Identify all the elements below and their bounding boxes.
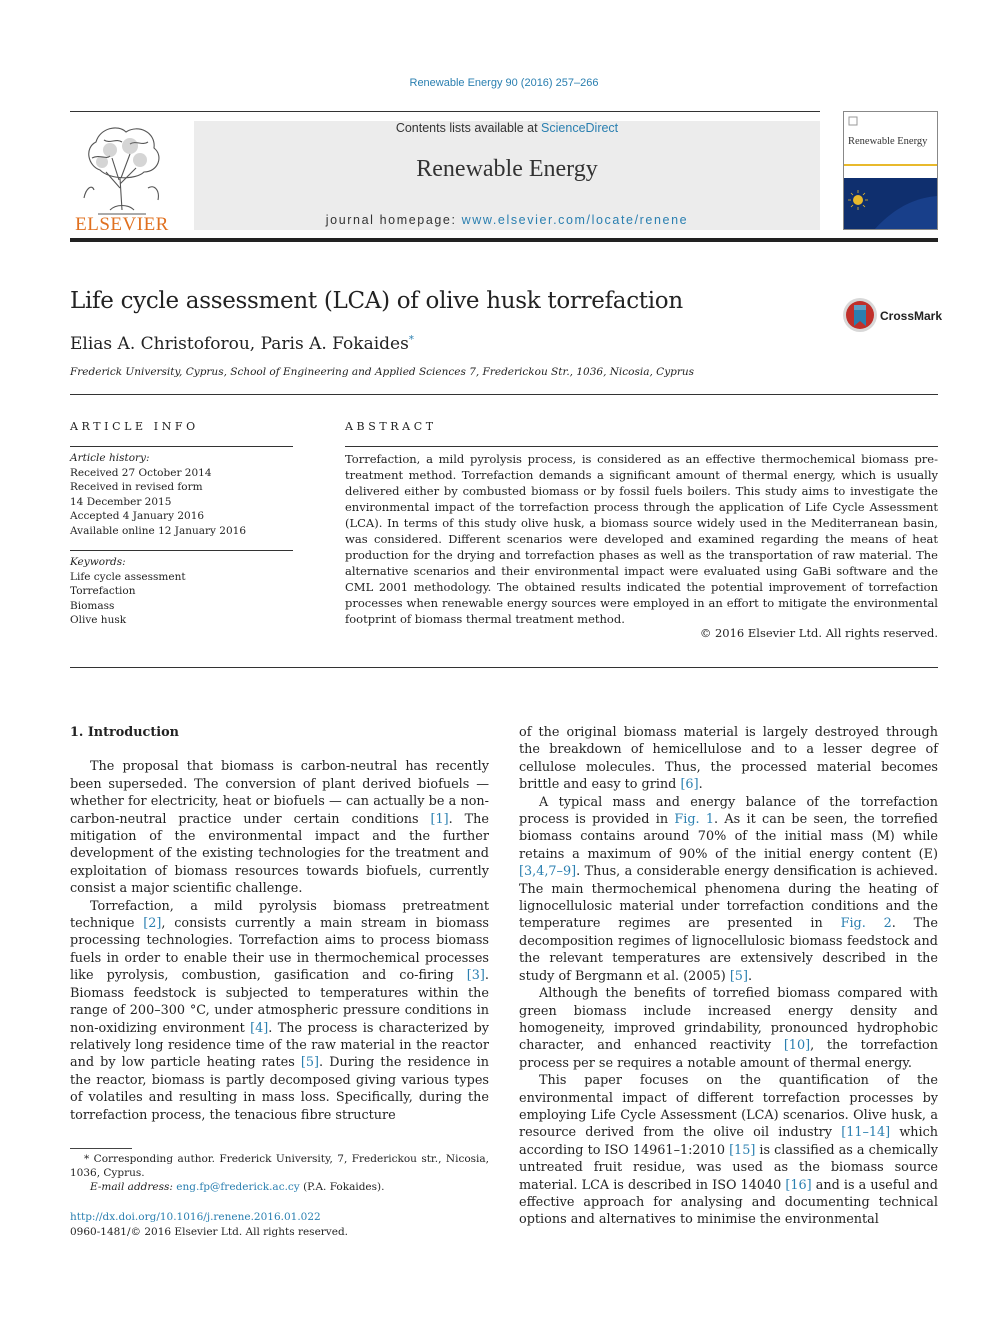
- paragraph-text: is classified as a chemically untreated fruit residue, was used as the biomass source material. LCA is described in ISO 14040: [519, 1142, 939, 1193]
- keywords-rule: [70, 550, 293, 551]
- crossmark-label[interactable]: CrossMark: [880, 309, 943, 323]
- email-suffix: (P.A. Fokaides).: [299, 1181, 385, 1193]
- body-paragraph: [519, 724, 938, 794]
- cover-sunburst-icon: [844, 178, 937, 230]
- keyword-item: Biomass: [70, 599, 115, 612]
- corresponding-author-mark[interactable]: *: [408, 334, 414, 346]
- keyword-item: Life cycle assessment: [70, 570, 186, 583]
- paragraph-text: . During the residence in the reactor, biomass is partly decomposed giving various types of volatiles and resulting in mass loss. Specifically, during the torrefaction process, the tenacious fibre structure: [70, 1055, 489, 1123]
- body-paragraph: [519, 794, 938, 985]
- affiliation-rule: [70, 394, 938, 395]
- corresponding-author-footnote: [70, 1152, 489, 1194]
- citation-link[interactable]: Fig. 1: [674, 812, 715, 828]
- history-item: Received in revised form: [70, 481, 203, 493]
- elsevier-logo-text: ELSEVIER: [75, 214, 169, 235]
- citation-link[interactable]: [16]: [785, 1177, 812, 1193]
- contents-prefix: Contents lists available at: [395, 121, 542, 135]
- paragraph-text: .: [698, 777, 703, 793]
- article-info-heading: ARTICLE INFO: [70, 420, 199, 433]
- citation-link[interactable]: [10]: [783, 1038, 811, 1054]
- keywords-heading: Keywords:: [70, 556, 126, 568]
- body-paragraph: [519, 985, 938, 1072]
- abstract-rule: [345, 446, 938, 447]
- paragraph-text: A typical mass and energy balance of the torrefaction process is provided in: [519, 794, 938, 828]
- paragraph-text: . As it can be seen, the torrefied biomass contains around 70% of the initial mass (M) while retains a maximum of 90% of the initial energy content (E): [519, 812, 938, 862]
- paragraph-text: . The mitigation of the environmental impact and the further development of the existing technologies for the treatment and exploitation of biomass resources towards biofuels, currently consist a major scientific challenge.: [70, 811, 489, 897]
- paragraph-text: Although the benefits of torrefied biomass compared with green biomass include increased energy density and homogeneity, improved grindability, pronounced hydrophobic character, and enhanced reactivity: [519, 986, 938, 1054]
- abstract-heading: ABSTRACT: [345, 420, 437, 433]
- body-paragraph: [70, 898, 489, 1124]
- history-item: 14 December 2015: [70, 495, 172, 508]
- paragraph-text: , consists currently a main stream in biomass processing technologies. Torrefaction aims to process biomass fuels in order to enable their use in thermochemical processes like pyrolysis, combustion, gasification and co-firing: [70, 916, 489, 984]
- citation-link[interactable]: [1]: [430, 811, 449, 827]
- cover-image: [844, 178, 937, 230]
- paragraph-text: Torrefaction, a mild pyrolysis biomass pretreatment technique: [70, 898, 489, 932]
- footnote-text: Corresponding author. Frederick University, 7, Frederickou str., Nicosia, 1036, Cyprus.: [70, 1153, 489, 1179]
- paragraph-text: which according to ISO 14961–1:2010: [519, 1125, 939, 1158]
- paragraph-text: , the torrefaction process per se requires a notable amount of thermal energy.: [519, 1038, 938, 1071]
- homepage-line: [194, 213, 820, 227]
- body-left-column: [70, 724, 489, 1124]
- history-item: Accepted 4 January 2016: [70, 510, 205, 522]
- cover-mini-logo-icon: [848, 116, 858, 126]
- paragraph-text: .: [747, 968, 753, 984]
- paragraph-text: . The decomposition regimes of lignocellulosic biomass feedstock and the relevant temperatures are extensively described in the study of Bergmann et al. (2005): [519, 916, 938, 984]
- citation-link[interactable]: [3]: [466, 968, 485, 984]
- issn-copyright: 0960-1481/© 2016 Elsevier Ltd. All rights reserved.: [70, 1226, 349, 1238]
- article-info-rule: [70, 446, 293, 447]
- footnote-email-line: [70, 1180, 489, 1194]
- history-item: Received 27 October 2014: [70, 466, 212, 479]
- section-heading: 1. Introduction: [70, 725, 179, 740]
- right-paragraphs: [519, 724, 938, 1229]
- abstract-copyright: © 2016 Elsevier Ltd. All rights reserved.: [699, 626, 938, 640]
- article-history: [70, 451, 293, 538]
- cover-band: [844, 164, 937, 166]
- citation-link[interactable]: [15]: [729, 1142, 756, 1158]
- paragraph-text: and is a useful and effective approach for analysing and documenting technical options and alternatives to minimise the environmental: [519, 1177, 938, 1228]
- cover-title: Renewable Energy: [848, 136, 928, 147]
- paragraph-text: This paper focuses on the quantification of the environmental impact of different torrefaction processes by employing Life Cycle Assessment (LCA) scenarios. Olive husk, a resource derived from the olive oil industry: [519, 1073, 938, 1141]
- journal-cover-thumbnail[interactable]: [843, 111, 938, 230]
- paragraph-text: . The process is characterized by relatively long residence time of the raw material in the reactor and by low particle heating rates: [70, 1020, 489, 1071]
- body-paragraph: [519, 1072, 938, 1229]
- abstract-bottom-rule: [70, 667, 938, 668]
- homepage-link[interactable]: www.elsevier.com/locate/renene: [461, 213, 689, 227]
- email-link[interactable]: eng.fp@frederick.ac.cy: [176, 1181, 300, 1193]
- citation-link[interactable]: [5]: [300, 1055, 320, 1071]
- citation-link[interactable]: [6]: [680, 777, 699, 793]
- left-paragraphs: [70, 758, 489, 1124]
- header-top-rule: [70, 111, 820, 112]
- footnote-mark: *: [84, 1153, 90, 1165]
- body-right-column: [519, 724, 938, 1229]
- footnote-line: [70, 1152, 489, 1180]
- contents-line: [194, 121, 820, 135]
- email-label: E-mail address:: [90, 1181, 177, 1193]
- doi-link[interactable]: http://dx.doi.org/10.1016/j.renene.2016.01.022: [70, 1211, 321, 1223]
- keywords: [70, 555, 293, 628]
- paragraph-text: . Biomass feedstock is subjected to temperatures within the range of 200–300 °C, under atmospheric pressure conditions in non-oxidizing environment: [70, 968, 489, 1036]
- homepage-prefix: journal homepage:: [325, 213, 462, 227]
- citation-link[interactable]: [11–14]: [841, 1125, 891, 1141]
- header-heavy-rule: [70, 238, 938, 242]
- affiliation: Frederick University, Cyprus, School of Engineering and Applied Sciences 7, Frederickou Str., 1036, Nicosia, Cyprus: [70, 366, 695, 378]
- abstract-text: Torrefaction, a mild pyrolysis process, is considered as an effective thermochemical biomass pre-treatment method. Torrefaction demands a significant amount of thermal energy, which is usually delivered either by combusted biomass or by fossil fuels boilers. This study aims to investigate the environmental impact of the torrefaction process through the application of Life Cycle Assessment (LCA). In terms of this study olive husk, a biomass source widely used in the Mediterranean basin, was considered. Different scenarios were developed and examined regarding the means of heat production for the drying and torrefaction phases as well as the transportation of raw material. The alternative scenarios and their environmental impact were evaluated using GaBi software and the CML 2001 methodology. The obtained results indicated the potential improvement of torrefaction processes when renewable energy sources were employed in an effort to mitigate the environmental footprint of biomass thermal treatment method.: [345, 452, 938, 626]
- article-title: Life cycle assessment (LCA) of olive husk torrefaction: [70, 288, 683, 314]
- history-item: Available online 12 January 2016: [70, 524, 247, 537]
- keyword-item: Torrefaction: [70, 585, 136, 597]
- journal-title: Renewable Energy: [416, 156, 598, 182]
- citation-link[interactable]: [4]: [250, 1020, 269, 1036]
- paragraph-text: of the original biomass material is largely destroyed through the breakdown of hemicellulose and to a lesser degree of cellulose molecules. Thus, the processed material becomes brittle and easy to grind: [519, 725, 938, 793]
- citation-link[interactable]: [3,4,7–9]: [519, 864, 577, 880]
- author-list: [70, 334, 414, 354]
- citation-link[interactable]: [5]: [729, 968, 748, 984]
- paragraph-text: . Thus, a considerable energy densification is achieved. The main thermochemical phenomena during the heating of lignocellulosic material under torrefaction conditions and the temperature regimes are presented in: [519, 864, 938, 932]
- citation-link[interactable]: Fig. 2: [840, 916, 892, 932]
- authors-text: Elias A. Christoforou, Paris A. Fokaides: [70, 334, 409, 354]
- journal-citation-link[interactable]: Renewable Energy 90 (2016) 257–266: [409, 77, 599, 89]
- body-paragraph: [70, 758, 489, 897]
- citation-link[interactable]: [2]: [143, 916, 162, 932]
- history-heading: Article history:: [70, 452, 150, 464]
- footnote-rule: [70, 1148, 132, 1149]
- sciencedirect-link[interactable]: ScienceDirect: [541, 121, 619, 135]
- keyword-item: Olive husk: [70, 614, 127, 626]
- paragraph-text: The proposal that biomass is carbon-neutral has recently been superseded. The conversion of plant derived biofuels — whether for electricity, heat or biofuels — can actually be a non-carbon-neutral practice under certain conditions: [70, 759, 489, 827]
